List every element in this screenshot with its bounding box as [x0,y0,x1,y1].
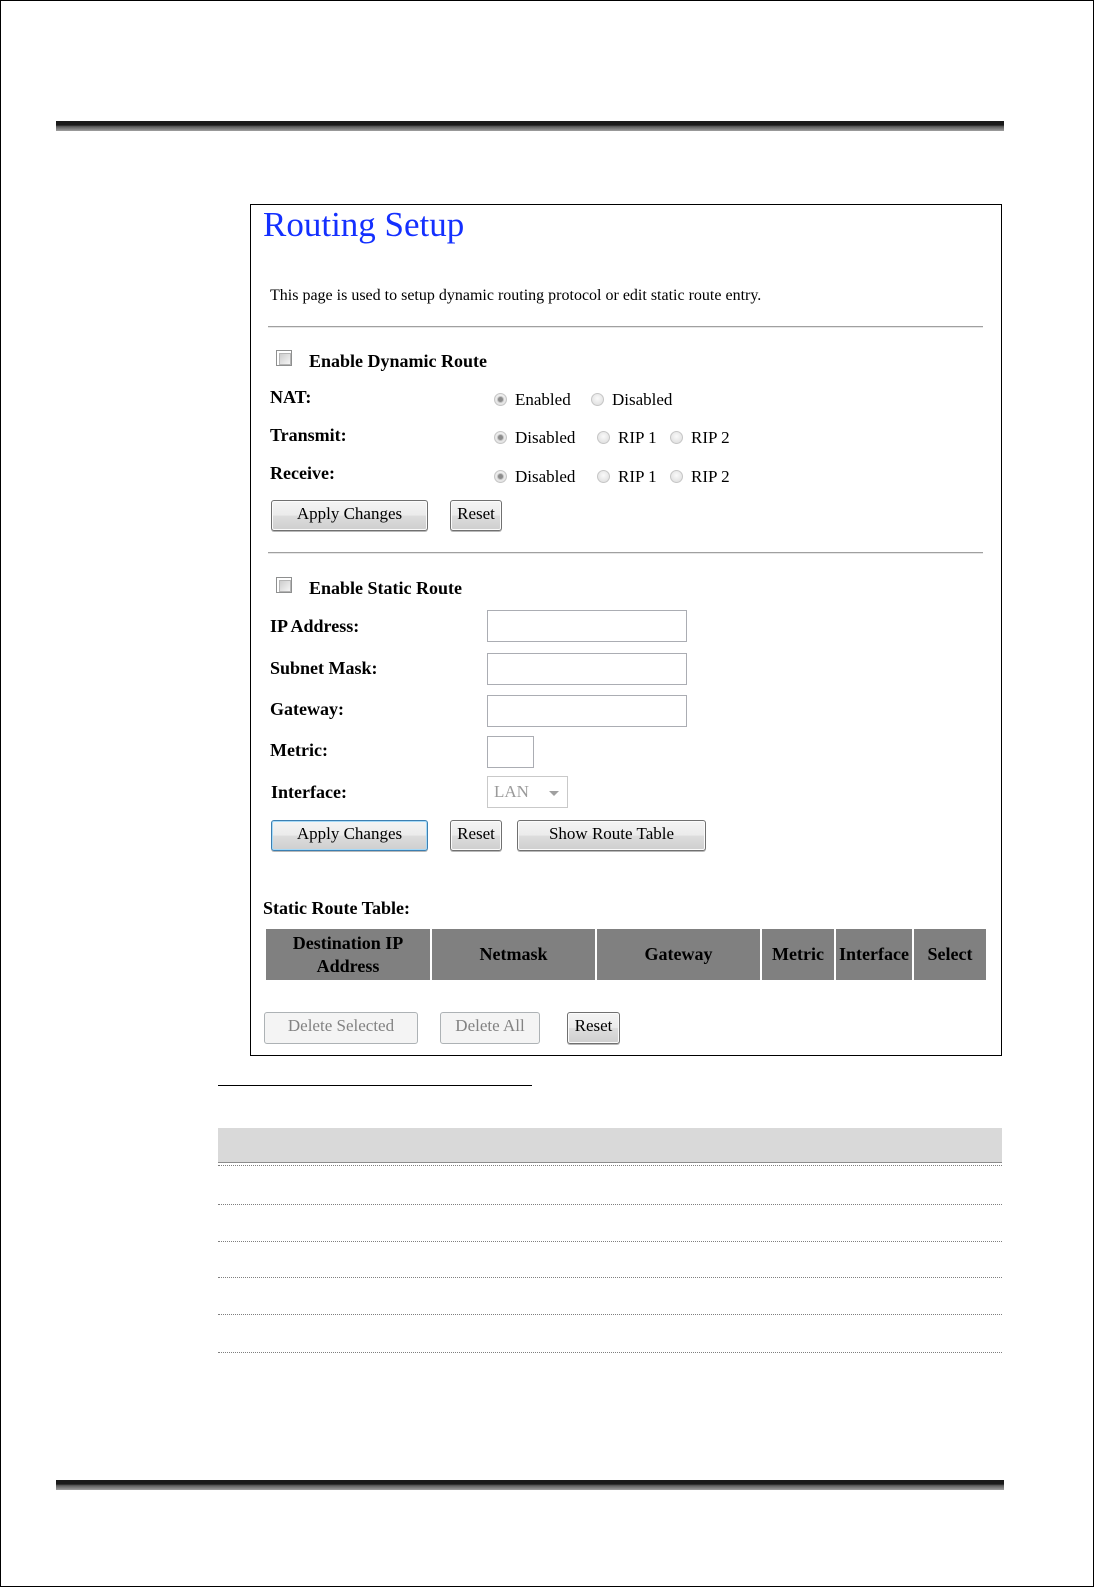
subnet-mask-label: Subnet Mask: [270,658,378,678]
interface-select[interactable] [487,776,568,808]
routing-setup-screenshot [250,204,1002,1056]
nat-enabled-radio[interactable] [494,393,507,406]
page-description: This page is used to setup dynamic routing protocol or edit static route entry. [270,287,762,304]
doc-table-row [218,1278,1002,1315]
enable-dynamic-route-label: Enable Dynamic Route [309,351,488,371]
dynamic-apply-changes-button[interactable]: Apply Changes [271,500,428,531]
subnet-mask-input[interactable] [487,653,687,685]
gateway-label: Gateway: [270,699,344,719]
transmit-disabled-label: Disabled [515,428,576,447]
receive-disabled-label: Disabled [515,467,576,486]
metric-input[interactable] [487,736,534,768]
transmit-rip2-radio[interactable] [670,431,683,444]
interface-select-value: LAN [494,782,529,801]
receive-rip2-label: RIP 2 [691,467,730,486]
doc-table-header [218,1128,1002,1163]
doc-table-row [218,1315,1002,1353]
static-apply-changes-button[interactable]: Apply Changes [271,820,428,851]
transmit-rip1-radio[interactable] [597,431,610,444]
footer-rule [56,1480,1004,1490]
header-rule [56,121,1004,131]
nat-enabled-label: Enabled [515,390,571,409]
doc-table-row [218,1242,1002,1278]
column-header-gateway: Gateway [597,929,760,980]
receive-label: Receive: [270,463,335,483]
divider [268,326,983,328]
table-reset-button[interactable]: Reset [567,1012,620,1044]
divider [268,552,983,554]
enable-static-route-label: Enable Static Route [309,578,462,598]
nat-label: NAT: [270,387,312,407]
gateway-input[interactable] [487,695,687,727]
column-header-destination: Destination IP Address [266,929,430,980]
static-route-table-title: Static Route Table: [263,898,411,918]
static-reset-button[interactable]: Reset [450,820,502,851]
doc-table-row [218,1205,1002,1242]
enable-static-route-checkbox[interactable] [276,577,292,593]
delete-all-button[interactable]: Delete All [440,1012,540,1044]
delete-selected-button[interactable]: Delete Selected [264,1012,418,1044]
metric-label: Metric: [270,740,328,760]
column-header-netmask: Netmask [432,929,595,980]
static-route-table [266,929,986,980]
column-header-interface: Interface [836,929,912,980]
show-route-table-button[interactable]: Show Route Table [517,820,706,851]
transmit-rip1-label: RIP 1 [618,428,657,447]
caption-underline [218,1085,532,1086]
chevron-down-icon [549,791,559,796]
doc-table-row [218,1165,1002,1205]
receive-rip1-label: RIP 1 [618,467,657,486]
receive-rip2-radio[interactable] [670,470,683,483]
ip-address-input[interactable] [487,610,687,642]
column-header-select: Select [914,929,986,980]
dynamic-reset-button[interactable]: Reset [450,500,502,531]
column-header-metric: Metric [762,929,834,980]
transmit-disabled-radio[interactable] [494,431,507,444]
ip-address-label: IP Address: [270,616,360,636]
receive-rip1-radio[interactable] [597,470,610,483]
enable-dynamic-route-checkbox[interactable] [276,350,292,366]
transmit-rip2-label: RIP 2 [691,428,730,447]
interface-label: Interface: [271,782,347,802]
nat-disabled-radio[interactable] [591,393,604,406]
transmit-label: Transmit: [270,425,347,445]
nat-disabled-label: Disabled [612,390,673,409]
receive-disabled-radio[interactable] [494,470,507,483]
page-title: Routing Setup [263,205,465,244]
